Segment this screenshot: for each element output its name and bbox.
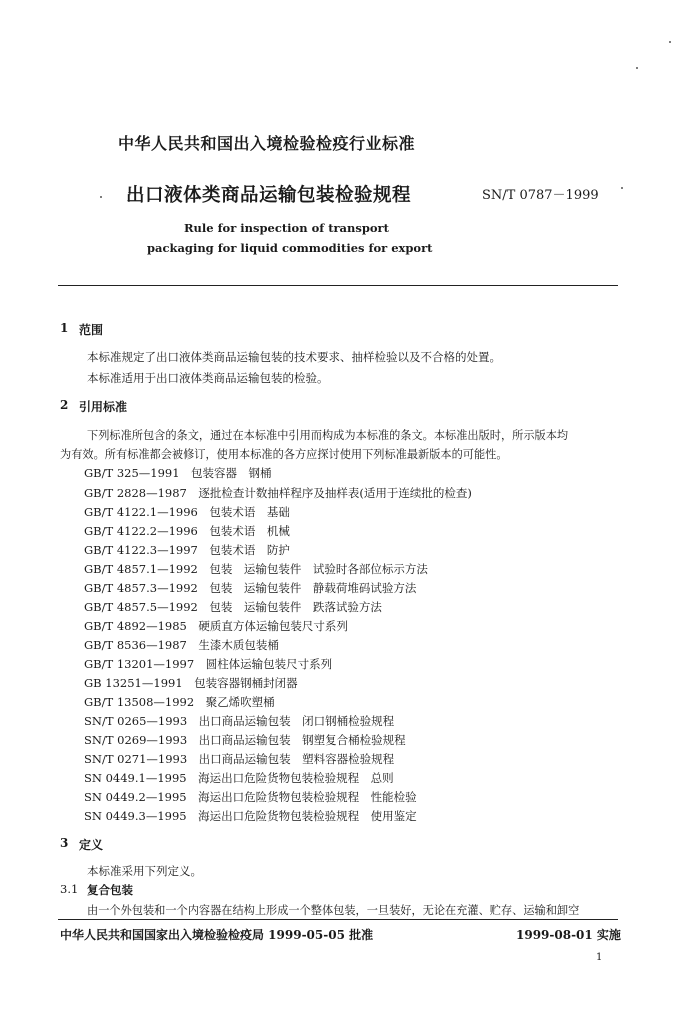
footer-effective-date: 1999-08-01 实施 xyxy=(516,928,621,942)
section3-1-heading: 复合包装 xyxy=(87,883,133,897)
section3-heading: 定义 xyxy=(79,838,104,852)
section2-intro-line2: 为有效。所有标准都会被修订，使用本标准的各方应探讨使用下列标准最新版本的可能性。 xyxy=(60,448,508,461)
document-title: 出口液体类商品运输包装检验规程 xyxy=(126,185,412,206)
section1-para2: 本标准适用于出口液体类商品运输包装的检验。 xyxy=(87,371,329,385)
reference-item: GB/T 4122.2—1996 包装术语 机械 xyxy=(84,524,290,538)
reference-item: GB/T 4857.5—1992 包装 运输包装件 跌落试验方法 xyxy=(84,600,382,614)
scan-speck xyxy=(636,67,638,69)
section3-1-number: 3.1 xyxy=(60,882,79,896)
reference-item: GB/T 8536—1987 生漆木质包装桶 xyxy=(84,638,279,652)
section1-heading: 范围 xyxy=(79,323,104,337)
reference-item: GB/T 4892—1985 硬质直方体运输包装尺寸系列 xyxy=(84,619,348,633)
reference-item: GB/T 325—1991 包装容器 钢桶 xyxy=(84,466,272,480)
page-number: 1 xyxy=(596,952,603,963)
section2-number: 2 xyxy=(60,398,69,412)
reference-item: GB/T 2828—1987 逐批检查计数抽样程序及抽样表(适用于连续批的检查) xyxy=(84,486,472,500)
reference-item: GB 13251—1991 包装容器钢桶封闭器 xyxy=(84,676,298,690)
footer-issuer: 中华人民共和国国家出入境检验检疫局 1999-05-05 批准 xyxy=(60,928,374,942)
reference-item: SN/T 0265—1993 出口商品运输包装 闭口钢桶检验规程 xyxy=(84,714,395,728)
scan-speck xyxy=(100,196,102,198)
section1-number: 1 xyxy=(60,321,69,335)
scan-speck xyxy=(621,187,623,189)
reference-item: SN 0449.3—1995 海运出口危险货物包装检验规程 使用鉴定 xyxy=(84,809,417,823)
section2-heading: 引用标准 xyxy=(79,400,128,414)
reference-item: GB/T 13508—1992 聚乙烯吹塑桶 xyxy=(84,695,275,709)
english-title-line2: packaging for liquid commodities for export xyxy=(147,241,433,255)
reference-item: SN/T 0271—1993 出口商品运输包装 塑料容器检验规程 xyxy=(84,752,395,766)
scan-speck xyxy=(669,41,671,43)
reference-item: GB/T 4857.1—1992 包装 运输包装件 试验时各部位标示方法 xyxy=(84,562,428,576)
reference-item: GB/T 4122.1—1996 包装术语 基础 xyxy=(84,505,290,519)
section3-1-para: 由一个外包装和一个内容器在结构上形成一个整体包装，一旦装好，无论在充灌、贮存、运输和卸空 xyxy=(87,904,580,917)
section3-number: 3 xyxy=(60,836,69,850)
header-divider xyxy=(58,285,618,286)
reference-item: SN/T 0269—1993 出口商品运输包装 钢塑复合桶检验规程 xyxy=(84,733,406,747)
footer-divider xyxy=(58,919,618,920)
english-title-line1: Rule for inspection of transport xyxy=(184,221,389,235)
org-title: 中华人民共和国出入境检验检疫行业标准 xyxy=(118,134,416,153)
reference-item: GB/T 4122.3—1997 包装术语 防护 xyxy=(84,543,290,557)
standard-number: SN/T 0787－1999 xyxy=(482,188,599,203)
reference-item: SN 0449.2—1995 海运出口危险货物包装检验规程 性能检验 xyxy=(84,790,417,804)
section3-para1: 本标准采用下列定义。 xyxy=(87,864,202,878)
section1-para1: 本标准规定了出口液体类商品运输包装的技术要求、抽样检验以及不合格的处置。 xyxy=(87,350,501,364)
reference-item: SN 0449.1—1995 海运出口危险货物包装检验规程 总则 xyxy=(84,771,394,785)
reference-item: GB/T 13201—1997 圆柱体运输包装尺寸系列 xyxy=(84,657,333,671)
reference-item: GB/T 4857.3—1992 包装 运输包装件 静载荷堆码试验方法 xyxy=(84,581,417,595)
section2-intro-line1: 下列标准所包含的条文，通过在本标准中引用而构成为本标准的条文。本标准出版时，所示版本均 xyxy=(87,429,569,442)
